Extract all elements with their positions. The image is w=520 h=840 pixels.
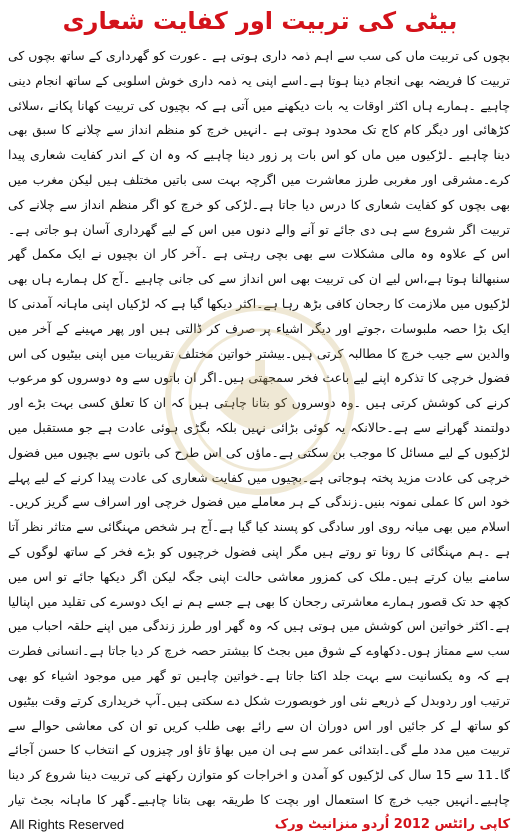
article-paragraph: بچوں کی تربیت ماں کی سب سے اہم ذمہ داری ہوتی ہے ۔عورت کو گھرداری کے ساتھ بچوں کی تربیت کا فریضہ بھی انجام دینا ہوتا ہے۔اسے اپنی یہ ذمہ داری خوش اسلوبی کے ساتھ انجام دینی چاہیے ۔ہمارے ہاں اکثر اوقات یہ بات دیکھنے میں آتی ہے کہ بچیوں کی تربیت کھانا پکانے ،سلائی کڑھائی اور دیگر کام کاج تک محدود ہوتی ہے ۔انہیں خرچ کو منظم انداز سے چلانے کا سبق بھی دینا چاہیے ۔لڑکیوں میں ماں کو اس بات پر زور دینا چاہیے کہ وہ ان کے اندر کفایت شعاری پیدا کرے۔مشرقی اور مغربی طرز معاشرت میں اگرچہ بہت سی باتیں مختلف ہیں لیکن مغرب میں بھی بچوں کو کفایت شعاری کا درس دیا جاتا ہے۔لڑکی کو خرچ کو اگر منظم انداز سے چلانے کی تربیت اگر شروع سے ہی دی جائے تو آنے والے دنوں میں اس کے لیے گھرداری آسان ہو جاتی ہے۔اس کے علاوہ وہ مالی مشکلات سے بھی بچی رہتی ہے ۔آخر کار ان بچیوں نے ایک مکمل گھر سنبھالنا ہوتا ہے،اس لیے ان کی تربیت بھی اس انداز سے کی جانی چاہیے ۔آج کل ہمارے ہاں بھی لڑکیوں میں ملازمت کا رجحان کافی بڑھ رہا ہے۔اکثر دیکھا گیا ہے کہ لڑکیاں اپنی ماہانہ آمدنی کا ایک بڑا حصہ ملبوسات ،جوتے اور دیگر اشیاء پر صرف کر ڈالتی ہیں اور پھر مہینے کے آخر میں والدین سے جیب خرچ کا مطالبہ کرتی ہیں۔بیشتر خواتین مختلف تقریبات میں اپنی بیٹیوں کی اس فضول خرچی کا تذکرہ اپنے لیے باعث فخر سمجھتی ہیں۔اگر ان باتوں سے وہ دوسروں کو مرعوب کرنے کی کوشش کرتی ہیں ۔وہ دوسروں کو بتانا چاہتی ہیں کہ ان کا تعلق کسی بہت بڑے اور دولتمند گھرانے سے ہے۔حالانکہ یہ کوئی بڑائی نہیں بلکہ بگڑی ہوئی عادت ہے جو مستقبل میں لڑکیوں کے لیے مسائل کا موجب بن سکتی ہے۔ماؤں کی اس طرح کی باتوں سے بچیوں میں فضول خرچی کی عادت مزید پختہ ہوجاتی ہے۔بچیوں میں کفایت شعاری کی عادت پیدا کرنے کے لیے پہلے خود اس کا عملی نمونہ بنیں۔زندگی کے ہر معاملے میں فضول خرچی اور اسراف سے گریز کریں۔اسلام میں بھی میانہ روی اور سادگی کو پسند کیا گیا ہے۔آج ہر شخص مہنگائی سے متاثر نظر آتا ہے ۔ہم مہنگائی کا رونا تو روتے ہیں مگر اپنی فضول خرچیوں کو بڑے فخر کے ساتھ لوگوں کے سامنے بیان کرتے ہیں۔ملک کی کمزور معاشی حالت اپنی جگہ لیکن اگر دیکھا جائے تو اس میں کچھ حد تک قصور ہمارے معاشرتی رجحان کا بھی ہے جسے ہم نے ایک دوسرے کی تقلید میں اپنالیا ہے۔اکثر خواتین اس کوشش میں ہوتی ہیں کہ وہ گھر اور طرز زندگی میں اپنے حلقہ احباب میں سب سے ممتاز ہوں۔دکھاوے کے شوق میں بجٹ کا بیشتر حصہ خرچ کر دیا جاتا ہے۔انسانی فطرت ہے کہ وہ یکسانیت سے بہت جلد اکتا جاتا ہے۔خواتین چاہیں تو گھر میں موجود اشیاء کو بھی ترتیب اور ردوبدل کے ذریعے نئی اور خوبصورت شکل دے سکتی ہیں۔آپ خریداری کرتے وقت بیٹیوں کو ساتھ لے کر جائیں اور اس دوران ان سے رائے بھی طلب کریں تو ان کی معاشی حوالے سے تربیت میں مدد ملے گی۔ابتدائی عمر سے ہی ان میں بھاؤ تاؤ اور چیزوں کے انتخاب کا حسن آجائے گا۔11 سے 15 سال کی لڑکیوں کو آمدن و اخراجات کو متوازن رکھنے کی تربیت دینا شروع کر دینا چاہیے۔انہیں جیب خرچ کا استعمال اور بچت کا طریقہ بھی بتانا چاہیے۔گھر کا ماہانہ بجٹ تیار	[8, 48, 510, 807]
copyright-urdu-text: کاپی رائٹس 2012 اُردو منزانیٹ ورک	[274, 816, 510, 832]
footer-bar	[0, 812, 520, 836]
article-title: بیٹی کی تربیت اور کفایت شعاری	[62, 7, 458, 35]
all-rights-reserved-text: All Rights Reserved	[10, 816, 125, 832]
article-body	[8, 44, 510, 808]
